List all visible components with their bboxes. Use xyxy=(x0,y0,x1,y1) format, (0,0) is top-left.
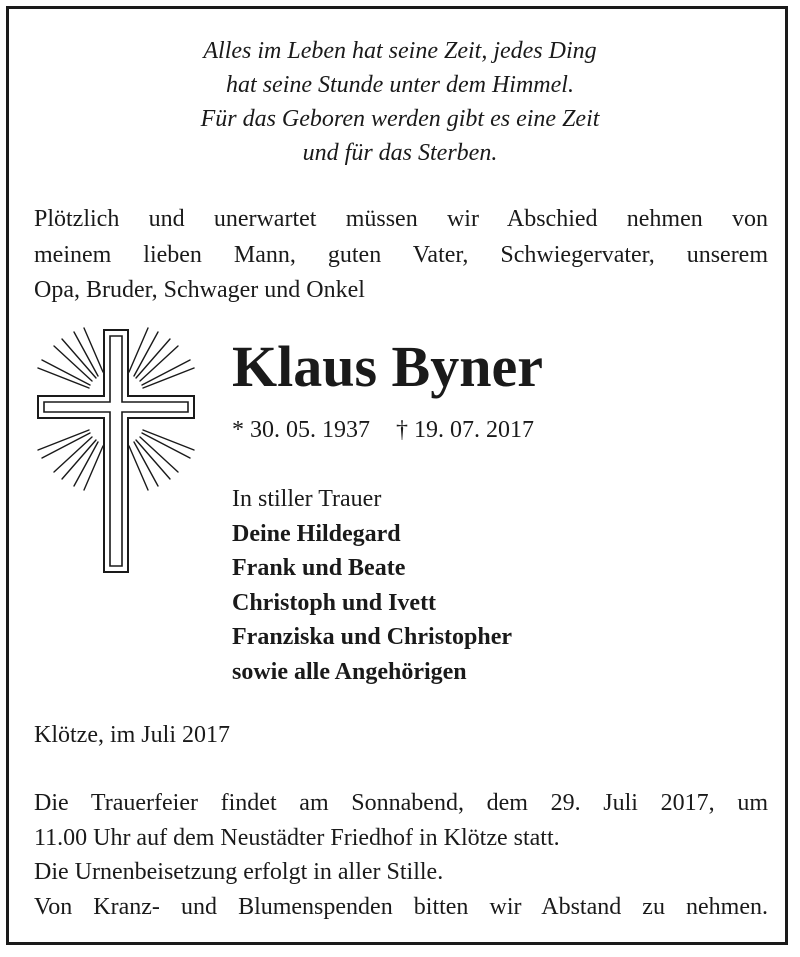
announcement-line: Plötzlich und unerwartet müssen wir Abschied nehmen von xyxy=(34,206,768,232)
funeral-details-line: Die Urnenbeisetzung erfolgt in aller Stille. xyxy=(34,859,444,885)
mourner-name: Franziska und Christopher xyxy=(232,624,513,650)
mourning-heading: In stiller Trauer xyxy=(232,486,382,512)
place-and-date: Klötze, im Juli 2017 xyxy=(34,722,230,748)
motto-line: und für das Sterben. xyxy=(302,140,498,166)
life-dates xyxy=(232,413,534,447)
announcement-line: Opa, Bruder, Schwager und Onkel xyxy=(34,277,365,303)
funeral-details-line: Von Kranz- und Blumenspenden bitten wir Abstand zu nehmen. xyxy=(34,893,768,920)
mourner-name: Frank und Beate xyxy=(232,555,406,581)
birth-date: * 30. 05. 1937 xyxy=(232,417,370,443)
cross-with-rays-icon xyxy=(32,326,200,576)
mourner-name: Christoph und Ivett xyxy=(232,589,437,616)
mourner-name: Deine Hildegard xyxy=(232,520,401,547)
mourner-name: sowie alle Angehörigen xyxy=(232,658,467,685)
funeral-details xyxy=(34,786,768,924)
motto-verse xyxy=(0,34,800,170)
death-date: † 19. 07. 2017 xyxy=(396,417,534,443)
mourners-block xyxy=(232,482,512,689)
deceased-name: Klaus Byner xyxy=(232,334,543,399)
announcement-line: meinem lieben Mann, guten Vater, Schwiegervater, unserem xyxy=(34,241,768,268)
motto-line: Für das Geboren werden gibt es eine Zeit xyxy=(200,106,600,132)
announcement-text xyxy=(34,202,768,309)
funeral-details-line: 11.00 Uhr auf dem Neustädter Friedhof in Klötze statt. xyxy=(34,824,560,851)
motto-line: hat seine Stunde unter dem Himmel. xyxy=(226,72,574,98)
funeral-details-line: Die Trauerfeier findet am Sonnabend, dem 29. Juli 2017, um xyxy=(34,790,768,816)
motto-line: Alles im Leben hat seine Zeit, jedes Ding xyxy=(203,38,597,64)
